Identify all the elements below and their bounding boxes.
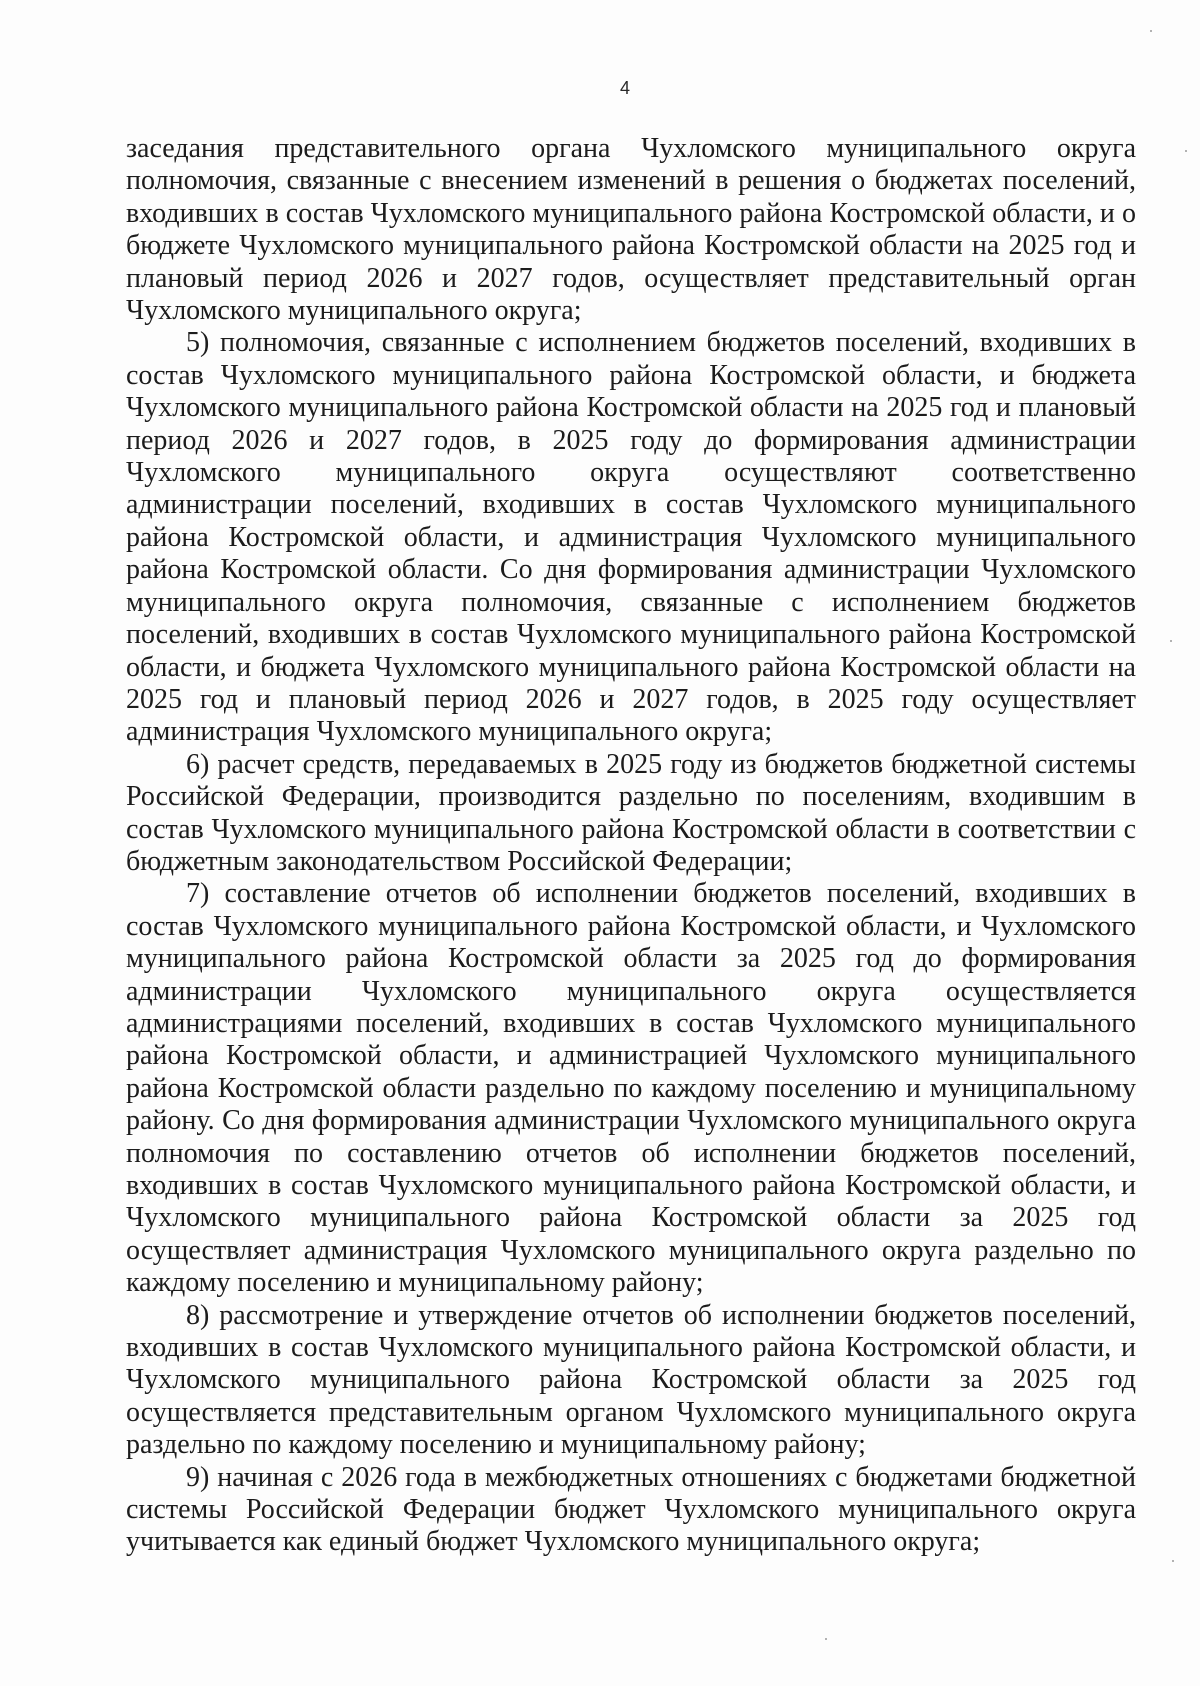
scan-speck bbox=[1185, 150, 1187, 152]
paragraph-continuation: заседания представительного органа Чухломского муниципального округа полномочия, связанные с внесением изменений в решения о бюджетах поселений, входивших в состав Чухломского муниципального района Костромской области, и о бюджете Чухломского муниципального района Костромской области на 2025 год и плановый период 2026 и 2027 годов, осуществляет представительный орган Чухломского муниципального округа; bbox=[126, 133, 1136, 327]
paragraph-item-7: 7) составление отчетов об исполнении бюджетов поселений, входивших в состав Чухломского муниципального района Костромской области, и Чухломского муниципального района Костромской области за 2025 год до формирования администрации Чухломского муниципального округа осуществляется администрациями поселений, входивших в состав Чухломского муниципального района Костромской области, и администрацией Чухломского муниципального района Костромской области раздельно по каждому поселению и муниципальному району. Со дня формирования администрации Чухломского муниципального округа полномочия по составлению отчетов об исполнении бюджетов поселений, входивших в состав Чухломского муниципального района Костромской области, и Чухломского муниципального района Костромской области за 2025 год осуществляет администрация Чухломского муниципального округа раздельно по каждому поселению и муниципальному району; bbox=[126, 878, 1136, 1299]
scan-speck bbox=[1170, 640, 1172, 642]
paragraph-item-6: 6) расчет средств, передаваемых в 2025 году из бюджетов бюджетной системы Российской Федерации, производится раздельно по поселениям, входившим в состав Чухломского муниципального района Костромской области в соответствии с бюджетным законодательством Российской Федерации; bbox=[126, 748, 1136, 877]
paragraph-item-9: 9) начиная с 2026 года в межбюджетных отношениях с бюджетами бюджетной системы Российской Федерации бюджет Чухломского муниципального округа учитывается как единый бюджет Чухломского муниципального округа; bbox=[126, 1461, 1136, 1558]
paragraph-item-8: 8) рассмотрение и утверждение отчетов об исполнении бюджетов поселений, входивших в состав Чухломского муниципального района Костромской области, и Чухломского муниципального района Костромской области за 2025 год осуществляется представительным органом Чухломского муниципального округа раздельно по каждому поселению и муниципальному району; bbox=[126, 1299, 1136, 1461]
scan-speck bbox=[1150, 30, 1152, 32]
page-number: 4 bbox=[619, 78, 630, 98]
scan-speck bbox=[1172, 1560, 1174, 1562]
paragraph-item-5: 5) полномочия, связанные с исполнением бюджетов поселений, входивших в состав Чухломского муниципального района Костромской области, и бюджета Чухломского муниципального района Костромской области на 2025 год и плановый период 2026 и 2027 годов, в 2025 году до формирования администрации Чухломского муниципального округа осуществляют соответственно администрации поселений, входивших в состав Чухломского муниципального района Костромской области, и администрация Чухломского муниципального района Костромской области. Со дня формирования администрации Чухломского муниципального округа полномочия, связанные с исполнением бюджетов поселений, входивших в состав Чухломского муниципального района Костромской области, и бюджета Чухломского муниципального района Костромской области на 2025 год и плановый период 2026 и 2027 годов, в 2025 году осуществляет администрация Чухломского муниципального округа; bbox=[126, 327, 1136, 748]
document-body bbox=[126, 133, 1136, 1559]
scan-speck bbox=[825, 1638, 827, 1640]
